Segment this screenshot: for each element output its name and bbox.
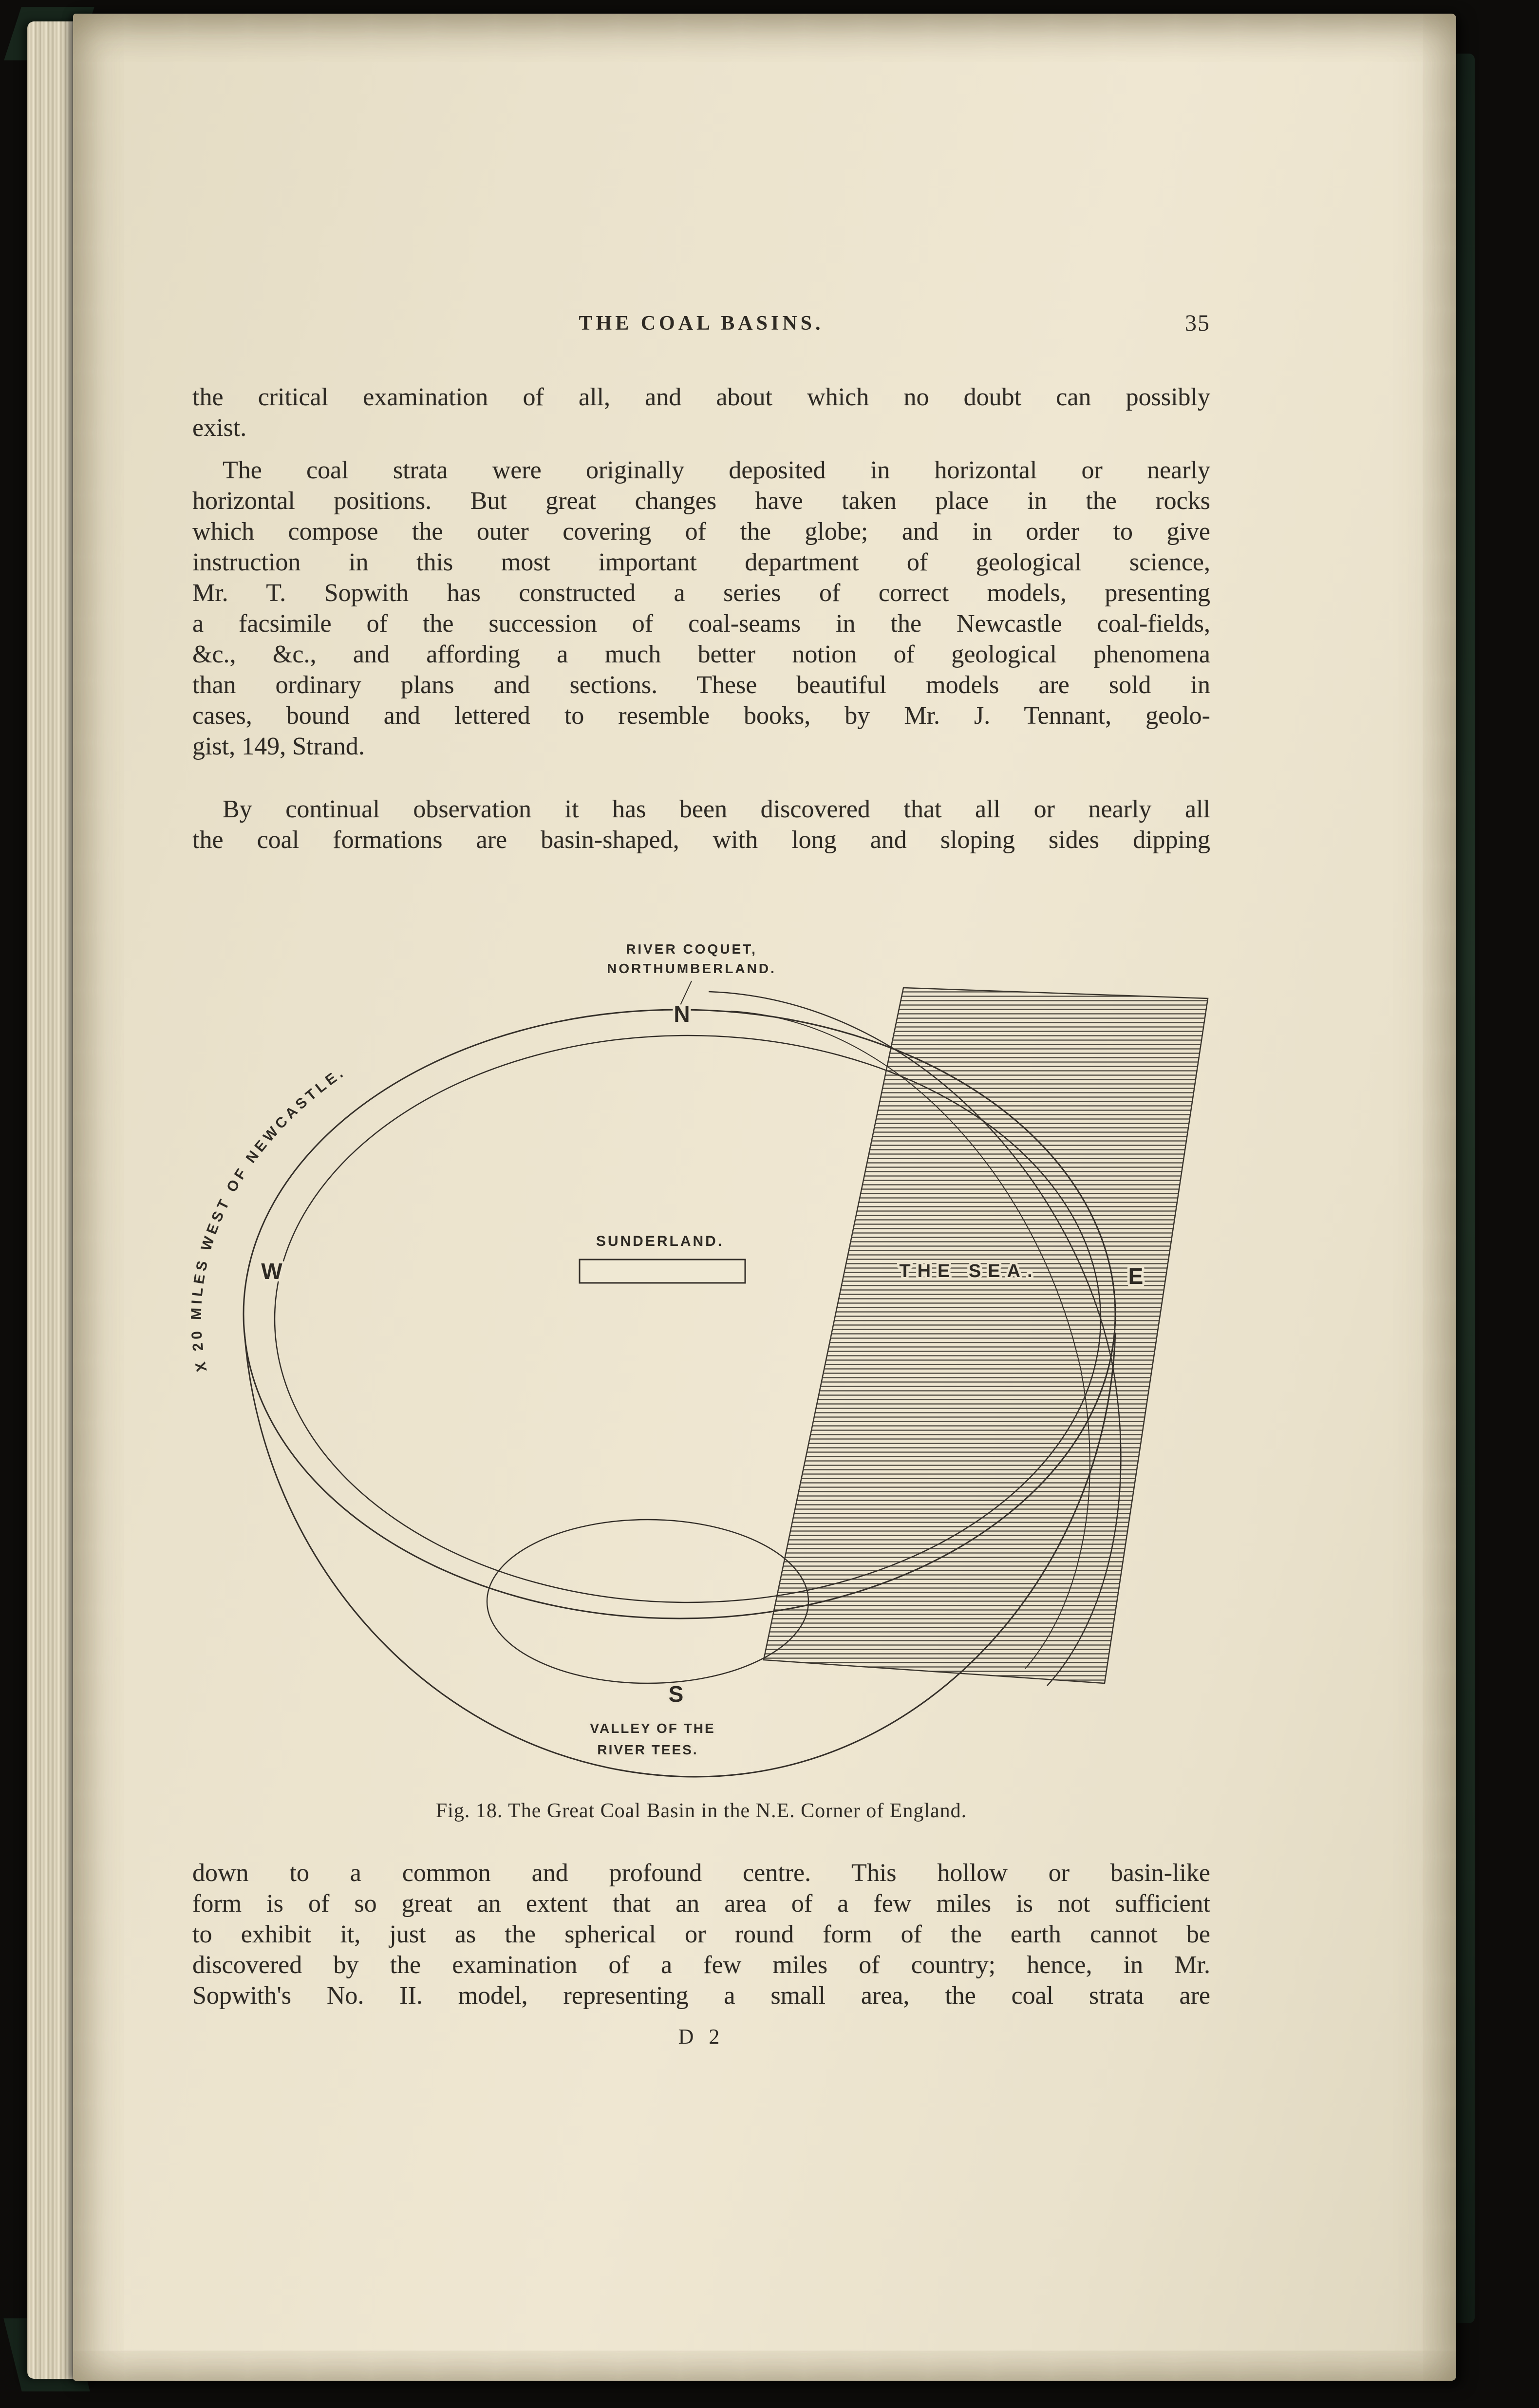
paragraph-3 [192, 794, 1210, 855]
text-line: down to a common and profound centre. This hollow or basin-like [192, 1859, 1210, 1887]
valley-of-river-tees-label-line1: VALLEY OF THE [590, 1721, 715, 1736]
running-header [192, 312, 1210, 346]
text-line: discovered by the examination of a few miles of country; hence, in Mr. [192, 1951, 1210, 1979]
compass-south-label: S [668, 1681, 684, 1707]
coal-basin-figure [185, 928, 1237, 1805]
sunderland-marker-rect [580, 1260, 745, 1283]
sunderland-label: SUNDERLAND. [596, 1233, 724, 1249]
text-line: cases, bound and lettered to resemble books, by Mr. J. Tennant, geolo- [192, 702, 1210, 730]
compass-east-label: E [1128, 1263, 1144, 1289]
paragraph-2 [192, 455, 1210, 762]
text-line: which compose the outer covering of the globe; and in order to give [192, 518, 1210, 546]
page-number: 35 [1185, 310, 1210, 336]
printer-signature: D 2 [678, 2025, 725, 2049]
running-header-title: THE COAL BASINS. [579, 312, 824, 335]
text-line: horizontal positions. But great changes have taken place in the rocks [192, 487, 1210, 515]
text-line: instruction in this most important department of geological science, [192, 548, 1210, 576]
book-page [73, 14, 1456, 2381]
text-line: the coal formations are basin-shaped, with long and sloping sides dipping [192, 826, 1210, 854]
text-line: than ordinary plans and sections. These beautiful models are sold in [192, 671, 1210, 699]
valley-of-river-tees-label-line2: RIVER TEES. [597, 1742, 698, 1757]
text-line: The coal strata were originally deposited in horizontal or nearly [223, 456, 1210, 484]
text-line: Mr. T. Sopwith has constructed a series of correct models, presenting [192, 579, 1210, 607]
compass-north-label: N [674, 1001, 690, 1027]
text-line: a facsimile of the succession of coal-seams in the Newcastle coal-fields, [192, 610, 1210, 638]
paragraph-4 [192, 1858, 1210, 2011]
text-line: Sopwith's No. II. model, representing a small area, the coal strata are [192, 1982, 1210, 2010]
text-line: gist, 149, Strand. [192, 733, 365, 760]
text-line: to exhibit it, just as the spherical or round form of the earth cannot be [192, 1920, 1210, 1948]
text-line: exist. [192, 414, 247, 442]
text-line: By continual observation it has been discovered that all or nearly all [223, 795, 1210, 823]
paragraph-1 [192, 382, 1210, 443]
book-cover-edge-right [1455, 54, 1475, 2323]
sea-hatched-region [764, 988, 1208, 1683]
river-coquet-label-line1: RIVER COQUET, [626, 941, 757, 957]
river-coquet-label-line2: NORTHUMBERLAND. [607, 961, 776, 976]
miles-west-of-newcastle-arc-label: X 20 MILES WEST OF NEWCASTLE. [188, 1063, 349, 1373]
figure-caption: Fig. 18. The Great Coal Basin in the N.E. Corner of England. [435, 1800, 967, 1822]
text-line: form is of so great an extent that an area of a few miles is not sufficient [192, 1890, 1210, 1918]
text-line: the critical examination of all, and about which no doubt can possibly [192, 383, 1210, 411]
compass-west-label: W [261, 1259, 282, 1284]
text-line: &c., &c., and affording a much better notion of geological phenomena [192, 640, 1210, 668]
the-sea-label: THE SEA. [899, 1261, 1039, 1281]
